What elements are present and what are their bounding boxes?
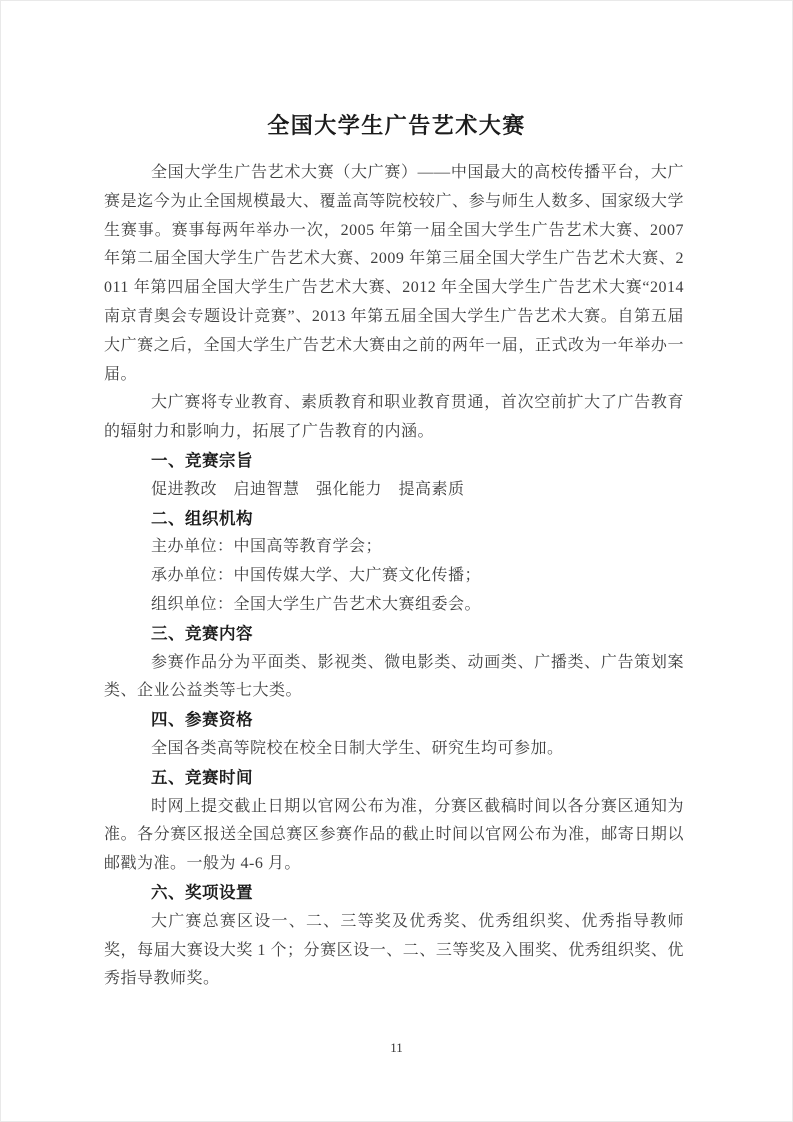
section-heading: 三、竞赛内容 [151, 624, 253, 643]
page-number: 11 [390, 1040, 403, 1055]
section-heading: 五、竞赛时间 [151, 768, 253, 787]
paragraph: 时网上提交截止日期以官网公布为准，分赛区截稿时间以各分赛区通知为准。各分赛区报送全国总赛区参赛作品的截止时间以官网公布为准，邮寄日期以邮戳为准。一般为 4-6 月。 [104, 797, 684, 873]
paragraph: 主办单位：中国高等教育学会； [151, 538, 383, 556]
paragraph: 促进教改 启迪智慧 强化能力 提高素质 [151, 480, 465, 498]
section-heading: 二、组织机构 [151, 509, 253, 528]
paragraph: 大广赛总赛区设一、二、三等奖及优秀奖、优秀组织奖、优秀指导教师奖，每届大赛设大奖 1 个；分赛区设一、二、三等奖及入围奖、优秀组织奖、优秀指导教师奖。 [104, 912, 684, 988]
paragraph: 参赛作品分为平面类、影视类、微电影类、动画类、广播类、广告策划案类、企业公益类等七大类。 [104, 653, 684, 700]
paragraph: 全国各类高等院校在校全日制大学生、研究生均可参加。 [151, 739, 564, 757]
paragraph: 全国大学生广告艺术大赛（大广赛）——中国最大的高校传播平台，大广赛是迄今为止全国规模最大、覆盖高等院校较广、参与师生人数多、国家级大学生赛事。赛事每两年举办一次，2005 年第一届全国大学生广告艺术大赛、2007 年第二届全国大学生广告艺术大赛、2009 年第三届全国大学生广告艺术大赛、2011 年第四届全国大学生广告艺术大赛、2012 年全国大学生广告艺术大赛“2014 南京青奥会专题设计竞赛”、2013 年第五届全国大学生广告艺术大赛。自第五届大广赛之后，全国大学生广告艺术大赛由之前的两年一届，正式改为一年举办一届。 [104, 164, 684, 383]
section-heading: 四、参赛资格 [151, 711, 253, 730]
document-body [104, 159, 684, 994]
section-heading: 六、奖项设置 [151, 883, 253, 902]
section-heading: 一、竞赛宗旨 [151, 451, 253, 470]
paragraph: 大广赛将专业教育、素质教育和职业教育贯通，首次空前扩大了广告教育的辐射力和影响力，拓展了广告教育的内涵。 [104, 394, 684, 441]
paragraph: 承办单位：中国传媒大学、大广赛文化传播； [151, 567, 482, 585]
paragraph: 组织单位：全国大学生广告艺术大赛组委会。 [151, 595, 482, 613]
page-title: 全国大学生广告艺术大赛 [267, 113, 526, 138]
